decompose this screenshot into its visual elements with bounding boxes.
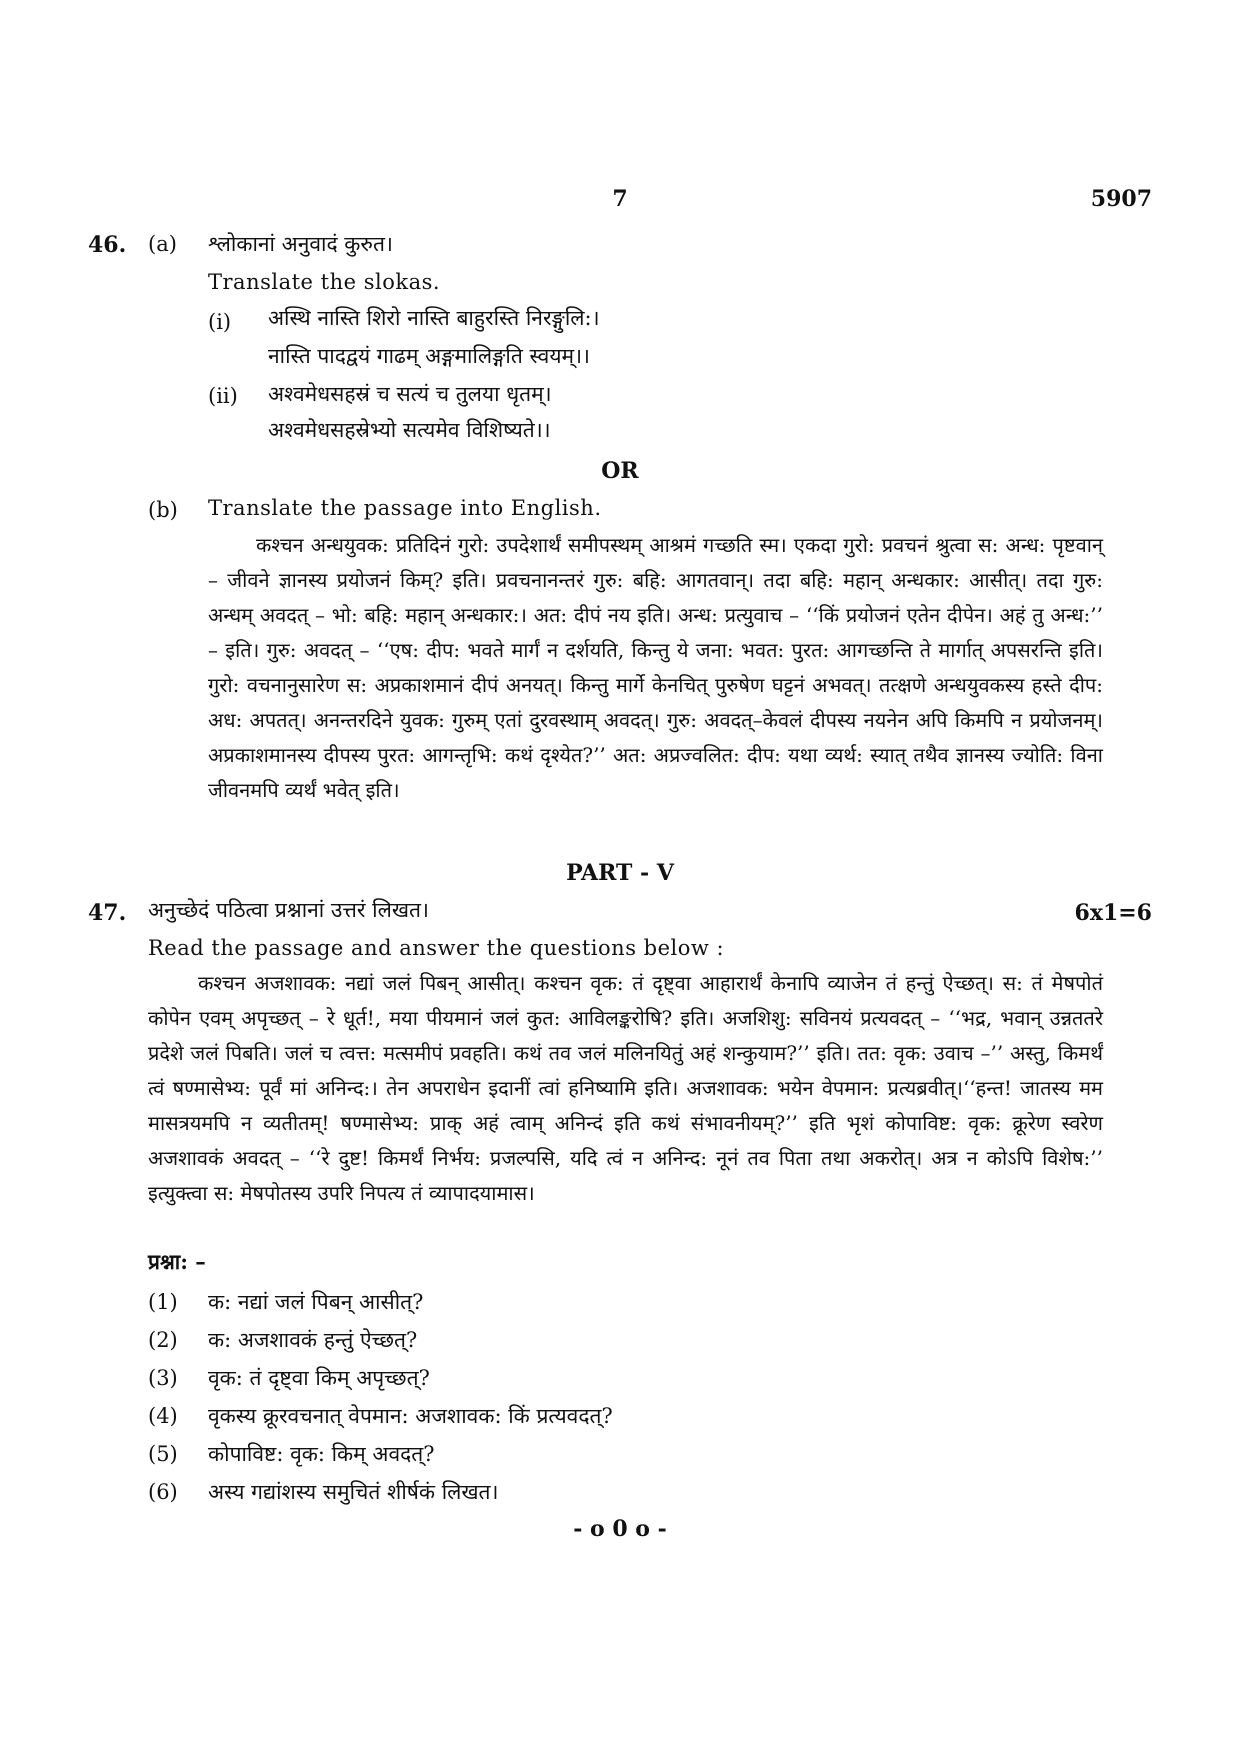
q46b-instruction: Translate the passage into English. — [208, 496, 602, 520]
list-item — [148, 1362, 1048, 1400]
question-text: क: नद्यां जलं पिबन् आसीत्? — [208, 1290, 424, 1314]
page-number: 7 — [612, 186, 628, 212]
question-label: (1) — [148, 1290, 178, 1314]
sloka-1-line-1: अस्थि नास्ति शिरो नास्ति बाहुरस्ति निरङ्गुलि:। — [268, 306, 600, 330]
q46-part-a-label: (a) — [148, 232, 177, 256]
q47-marks: 6x1=6 — [1074, 900, 1152, 926]
question-text: कोपाविष्ट: वृक: किम् अवदत्? — [208, 1442, 435, 1466]
question-text: क: अजशावकं हन्तुं ऐच्छत्? — [208, 1328, 418, 1352]
q47-instruction-english: Read the passage and answer the questions below : — [148, 936, 725, 960]
list-item — [148, 1286, 1048, 1324]
q46a-instruction-sanskrit: श्लोकानां अनुवादं कुरुत। — [208, 232, 393, 256]
question-46-number: 46. — [88, 232, 127, 258]
question-label: (2) — [148, 1328, 178, 1352]
q47-passage-text: कश्चन अजशावक: नद्यां जलं पिबन् आसीत्। कश्चन वृक: तं दृष्ट्वा आहारार्थं केनापि व्याजेन तं हन्तुं ऐच्छत्। स: तं मेषपोतं कोपेन एवम् अपृच्छत् – रे धूर्त!, मया पीयमानं जलं कुत: आविलङ्करोषि? इति। अजशिशु: सविनयं प्रत्यवदत् – ‘‘भद्र, भवान् उन्नततरे प्रदेशे जलं पिबति। जलं च त्वत्त: मत्समीपं प्रवहति। कथं तव जलं मलिनयितुं अहं शन्कुयाम?’’ इति। तत: वृक: उवाच –’’ अस्तु, किमर्थं त्वं षण्मासेभ्य: पूर्वं मां अनिन्द:। तेन अपराधेन इदानीं त्वां हनिष्यामि इति। अजशावक: भयेन वेपमान: प्रत्यब्रवीत्।‘‘हन्त! जातस्य मम मासत्रयमपि न व्यतीतम्! षण्मासेभ्य: प्राक् अहं त्वाम् अनिन्दं इति कथं संभावनीयम्?’’ इति भृशं कोपाविष्ट: वृक: क्रूरेण स्वरेण अजशावकं अवदत् – ‘‘रे दुष्ट! किमर्थं निर्भय: प्रजल्पसि, यदि त्वं न अनिन्द: नूनं तव पिता तथा अकरोत्। अत्र न कोऽपि विशेष:’’ इत्युक्त्वा स: मेषपोतस्य उपरि निपत्य तं व्यापादयामास। — [148, 971, 1103, 1205]
list-item — [148, 1400, 1048, 1438]
sloka-2-line-1: अश्वमेधसहस्रं च सत्यं च तुलया धृतम्। — [268, 382, 552, 406]
list-item — [148, 1324, 1048, 1362]
q46b-passage-text: कश्चन अन्धयुवक: प्रतिदिनं गुरो: उपदेशार्थं समीपस्थम् आश्रमं गच्छति स्म। एकदा गुरो: प्रवचनं श्रुत्वा स: अन्ध: पृष्टवान् – जीवने ज्ञानस्य प्रयोजनं किम्? इति। प्रवचनानन्तरं गुरु: बहि: आगतवान्। तदा बहि: महान् अन्धकार: आसीत्। तदा गुरु: अन्धम् अवदत् – भो: बहि: महान् अन्धकार:। अत: दीपं नय इति। अन्ध: प्रत्युवाच – ‘‘किं प्रयोजनं एतेन दीपेन। अहं तु अन्ध:’’ – इति। गुरु: अवदत् – ‘‘एष: दीप: भवते मार्गं न दर्शयति, किन्तु ये जना: भवत: पुरत: आगच्छन्ति ते मार्गात् अपसरन्ति इति। गुरो: वचनानुसारेण स: अप्रकाशमानं दीपं अनयत्। किन्तु मार्गे केनचित् पुरुषेण घट्टनं अभवत्। तत्क्षणे अन्धयुवकस्य हस्ते दीप: अध: अपतत्। अनन्तरदिने युवक: गुरुम् एतां दुरवस्थाम् अवदत्। गुरु: अवदत्–केवलं दीपस्य नयनेन अपि किमपि न प्रयोजनम्। अप्रकाशमानस्य दीपस्य पुरत: आगन्तृभि: कथं दृश्येत?’’ अत: अप्रज्वलित: दीप: यथा व्यर्थ: स्यात् तथैव ज्ञानस्य ज्योति: विना जीवनमपि व्यर्थं भवेत् इति। — [208, 533, 1103, 802]
question-47-number: 47. — [88, 900, 127, 926]
q47-instruction-sanskrit: अनुच्छेदं पठित्वा प्रश्नानां उत्तरं लिखत। — [148, 898, 429, 922]
sloka-1-label: (i) — [208, 310, 232, 334]
q46a-instruction-english: Translate the slokas. — [208, 270, 441, 294]
or-separator: OR — [601, 458, 639, 484]
part-5-heading: PART - V — [566, 860, 674, 886]
question-text: अस्य गद्यांशस्य समुचितं शीर्षकं लिखत। — [208, 1480, 499, 1504]
q46b-passage — [208, 528, 1103, 808]
list-item — [148, 1476, 1048, 1514]
questions-list — [148, 1286, 1048, 1514]
question-text: वृक: तं दृष्ट्वा किम् अपृच्छत्? — [208, 1366, 430, 1390]
question-label: (4) — [148, 1404, 178, 1428]
questions-heading: प्रश्ना: – — [148, 1249, 206, 1274]
question-text: वृकस्य क्रूरवचनात् वेपमान: अजशावक: किं प्रत्यवदत्? — [208, 1404, 613, 1428]
question-label: (6) — [148, 1480, 178, 1504]
list-item — [148, 1438, 1048, 1476]
question-label: (3) — [148, 1366, 178, 1390]
sloka-2-label: (ii) — [208, 384, 238, 408]
q47-passage — [148, 966, 1103, 1211]
sloka-1-line-2: नास्ति पादद्वयं गाढम् अङ्गमालिङ्गति स्वयम्।। — [268, 344, 591, 368]
paper-code: 5907 — [1090, 186, 1152, 212]
end-mark: - o 0 o - — [573, 1516, 667, 1542]
question-label: (5) — [148, 1442, 178, 1466]
sloka-2-line-2: अश्वमेधसहस्रेभ्यो सत्यमेव विशिष्यते।। — [268, 418, 551, 442]
q46-part-b-label: (b) — [148, 498, 178, 522]
